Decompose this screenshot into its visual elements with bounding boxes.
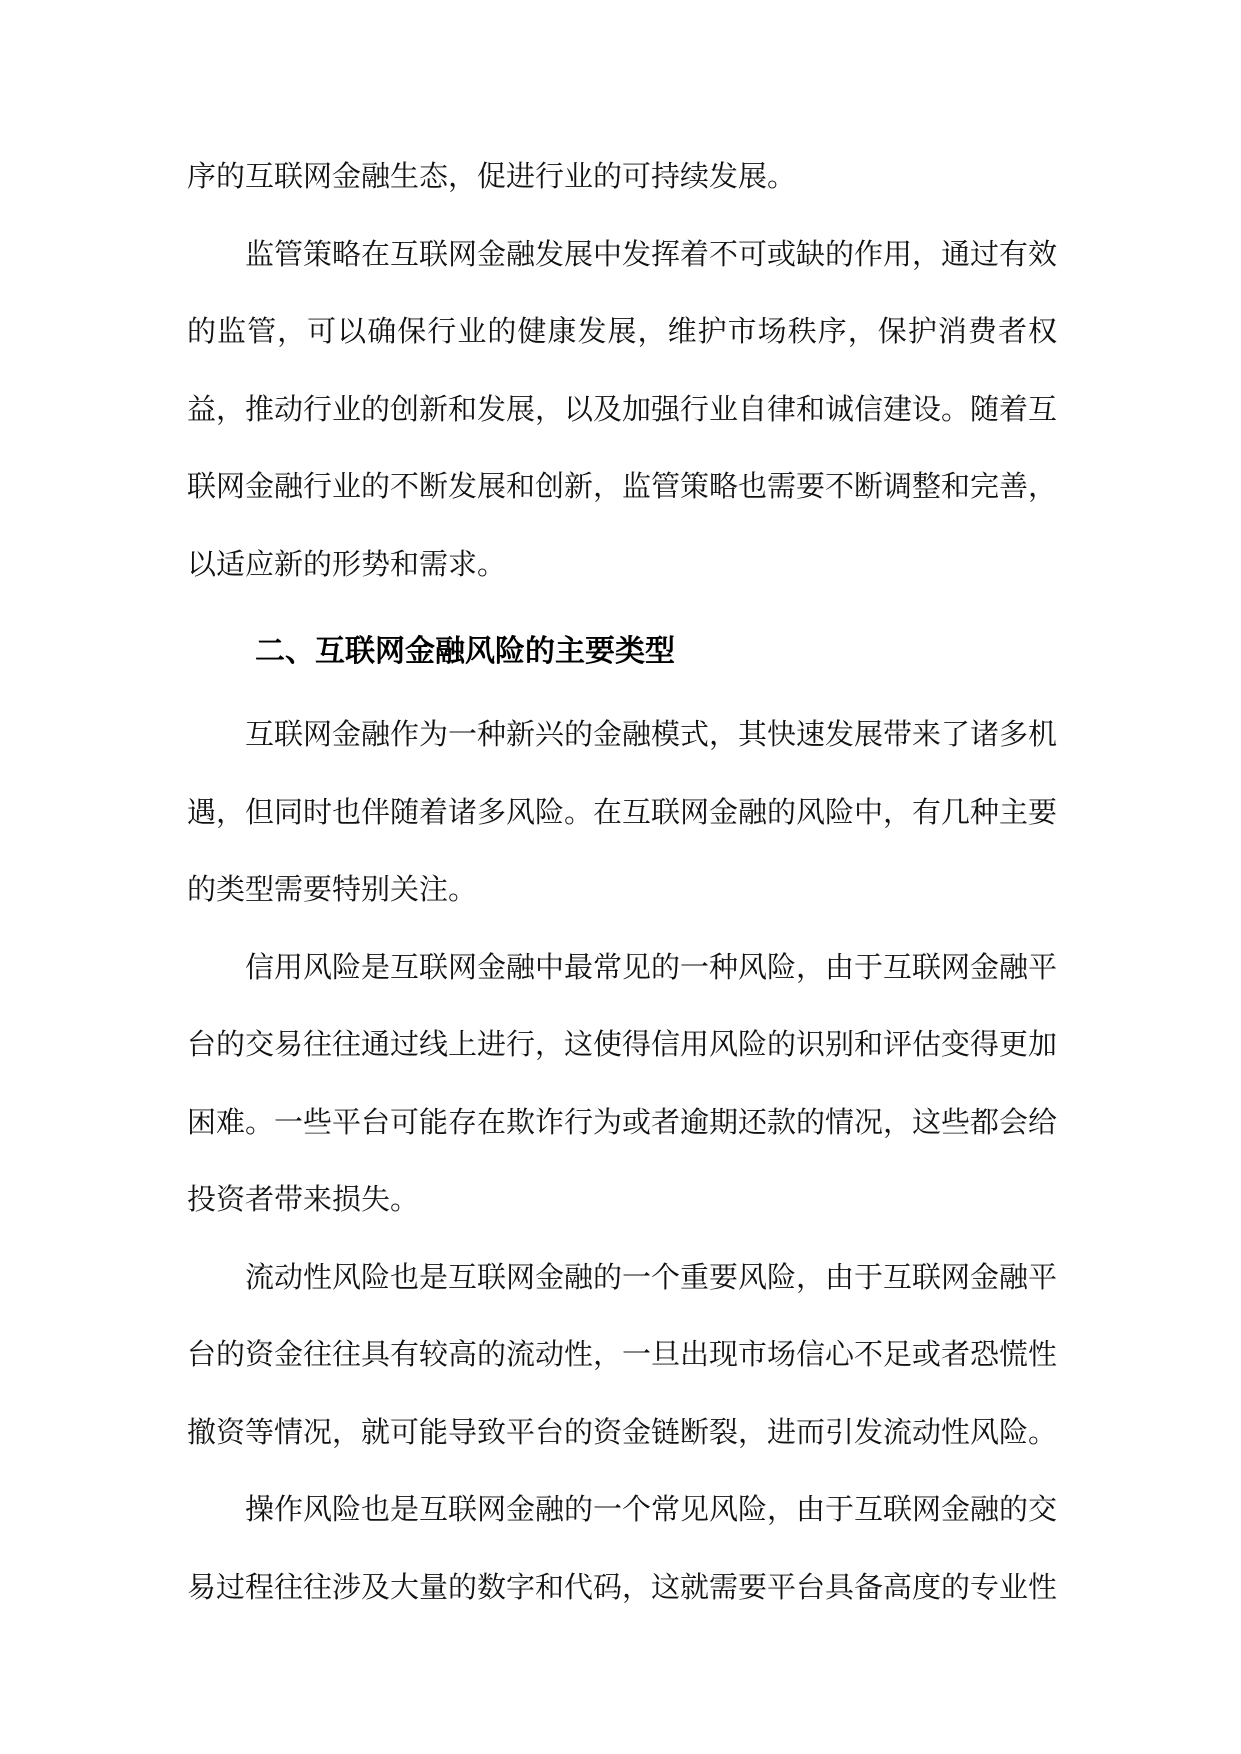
paragraph: 互联网金融作为一种新兴的金融模式，其快速发展带来了诸多机遇，但同时也伴随着诸多风险。在互联网金融的风险中，有几种主要的类型需要特别关注。 [187,717,1058,906]
paragraph: 操作风险也是互联网金融的一个常见风险，由于互联网金融的交易过程往往涉及大量的数字和代码，这就需要平台具备高度的专业性 [187,1492,1058,1604]
section-heading: 二、互联网金融风险的主要类型 [255,634,675,669]
document-body [187,138,1057,1626]
paragraph: 流动性风险也是互联网金融的一个重要风险，由于互联网金融平台的资金往往具有较高的流动性，一旦出现市场信心不足或者恐慌性撤资等情况，就可能导致平台的资金链断裂，进而引发流动性风险。 [187,1259,1058,1449]
paragraph: 监管策略在互联网金融发展中发挥着不可或缺的作用，通过有效的监管，可以确保行业的健康发展，维护市场秩序，保护消费者权益，推动行业的创新和发展，以及加强行业自律和诚信建设。随着互联网金融行业的不断发展和创新，监管策略也需要不断调整和完善，以适应新的形势和需求。 [187,236,1058,581]
paragraph: 信用风险是互联网金融中最常见的一种风险，由于互联网金融平台的交易往往通过线上进行，这使得信用风险的识别和评估变得更加困难。一些平台可能存在欺诈行为或者逾期还款的情况，这些都会给投资者带来损失。 [187,949,1058,1216]
paragraph: 序的互联网金融生态，促进行业的可持续发展。 [187,159,797,193]
